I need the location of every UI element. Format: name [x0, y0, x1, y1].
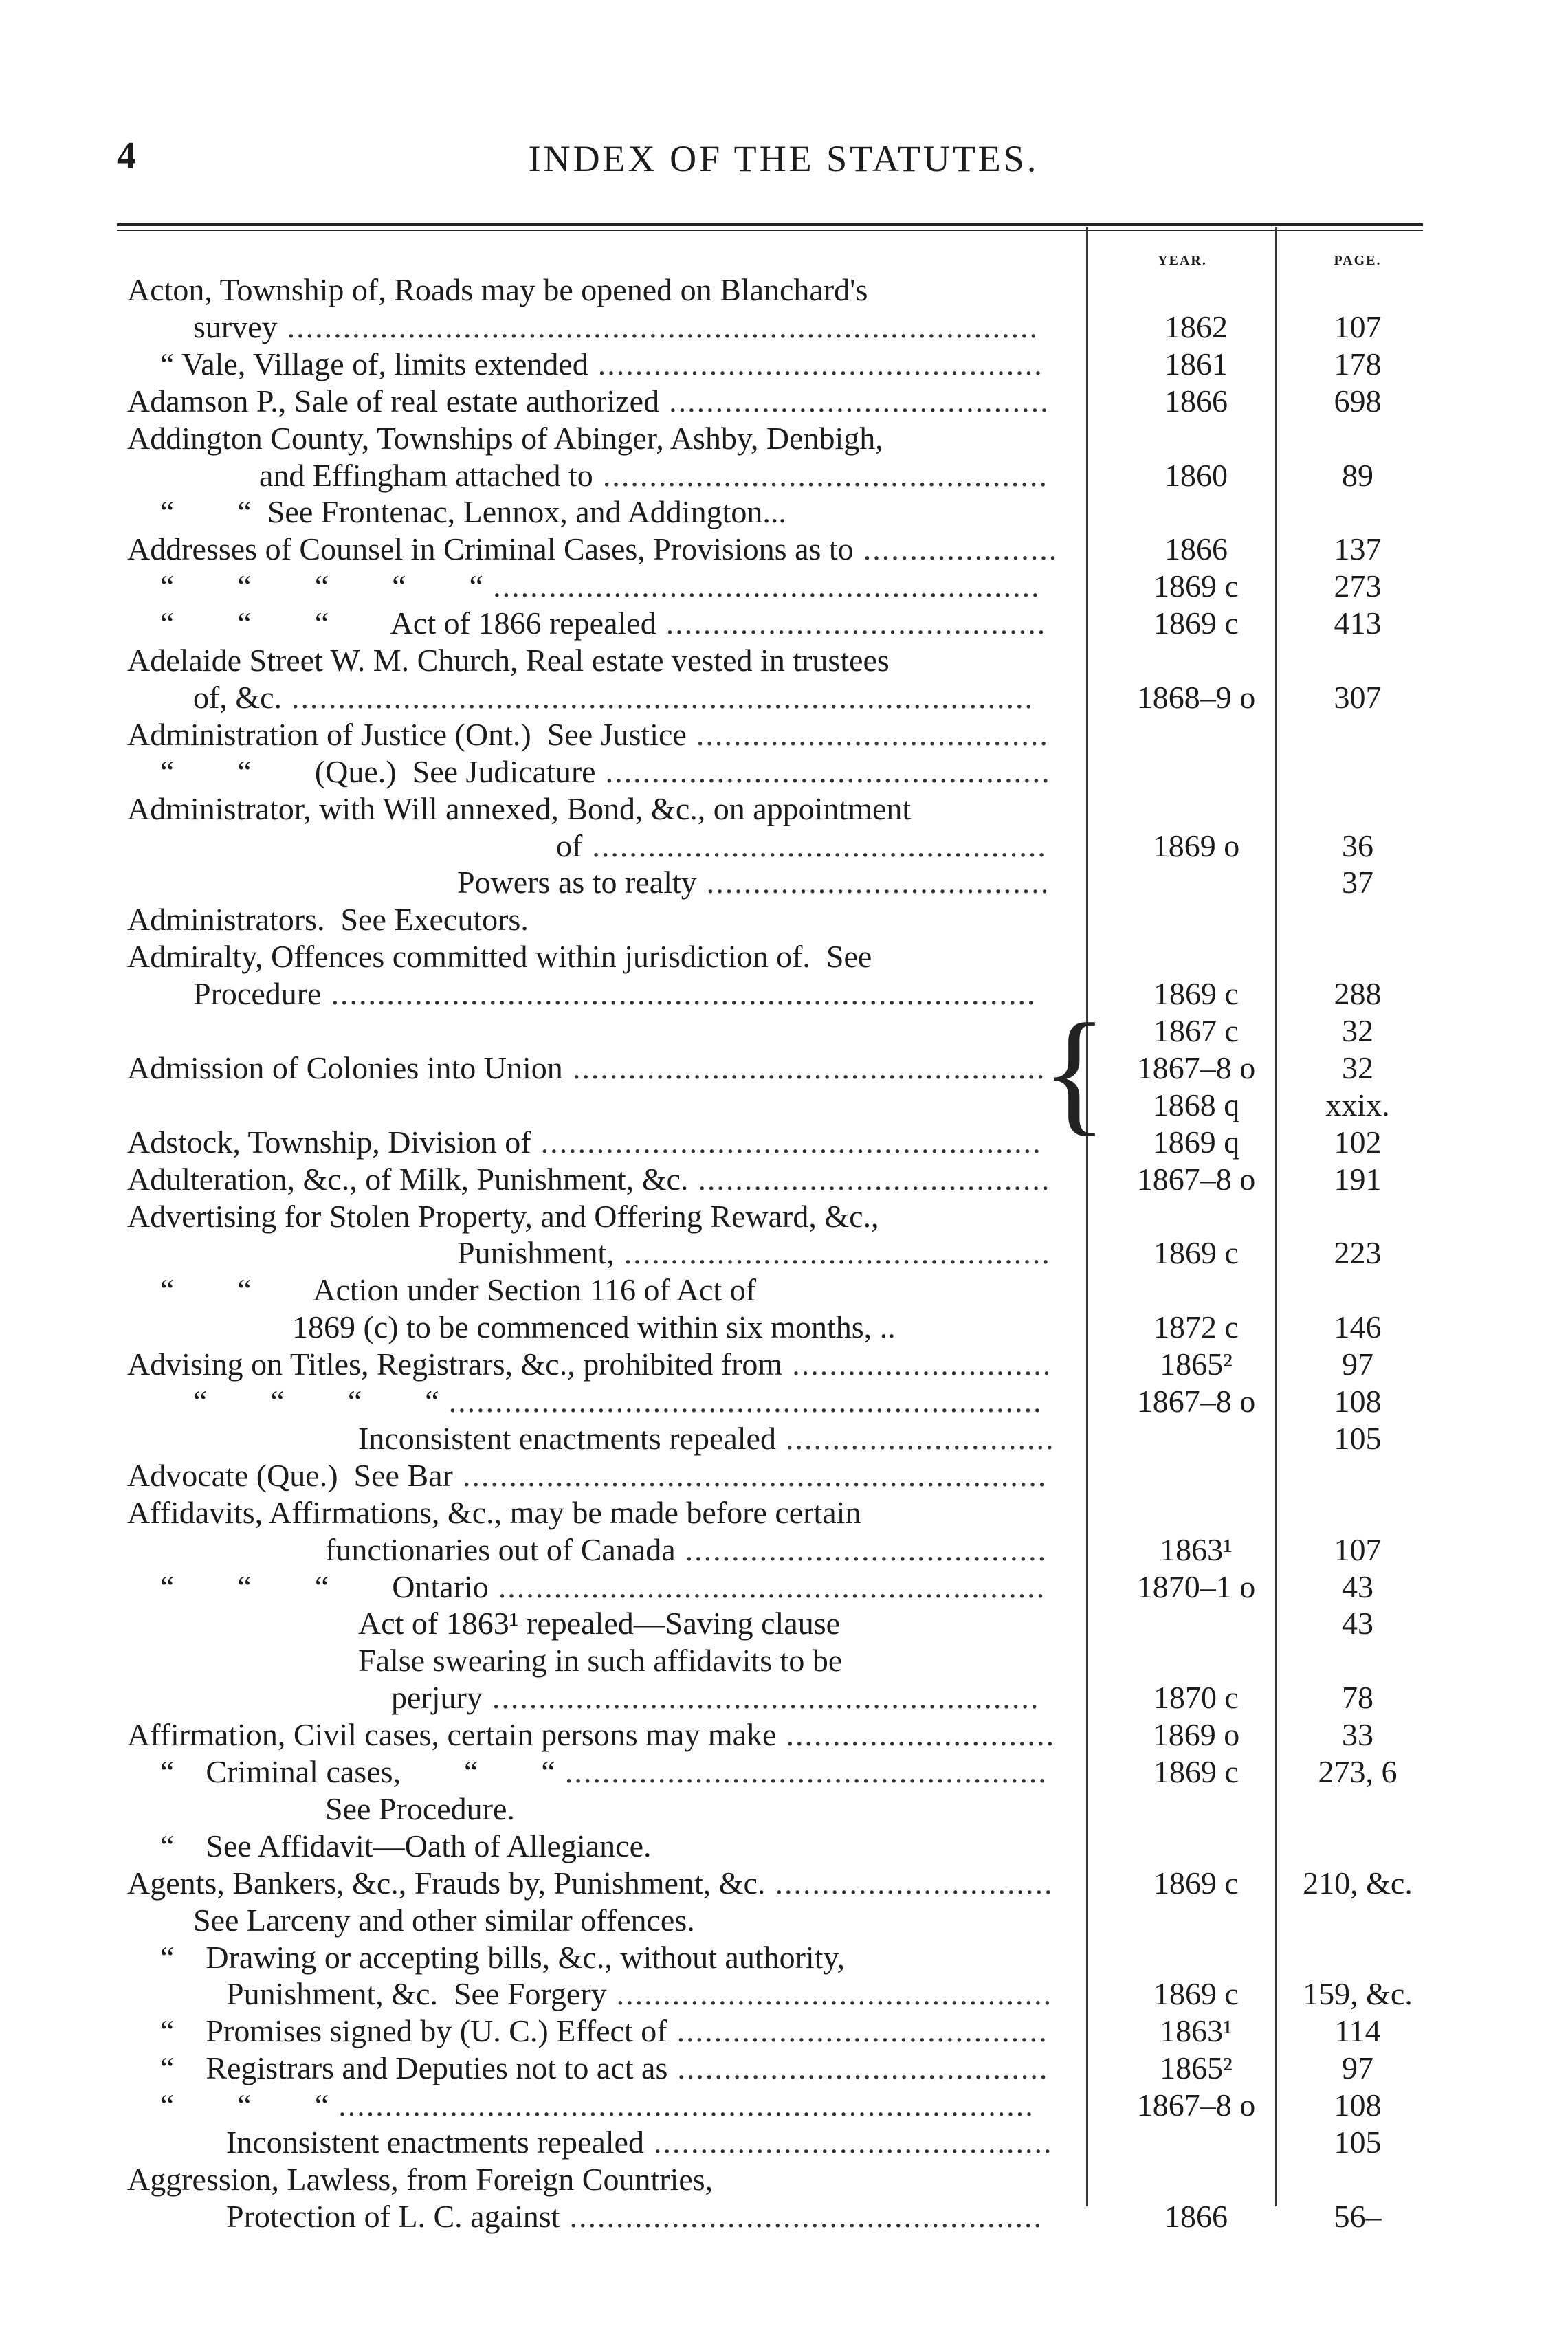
brace-symbol: { — [1041, 996, 1107, 1148]
leader-dots: ........................................................................... — [338, 2087, 1035, 2123]
entry-text: “ “ Action under Section 116 of Act of — [160, 1272, 757, 1308]
entry-year: 1869 c — [1153, 1754, 1239, 1789]
index-entry-row — [0, 605, 1568, 642]
entry-text: See Procedure. — [325, 1791, 515, 1826]
index-entry-row — [0, 753, 1568, 790]
leader-dots: .................................................... — [564, 1754, 1048, 1789]
entry-text: and Effingham attached to — [259, 457, 593, 493]
leader-dots: ................................................................ — [448, 1384, 1043, 1419]
index-entry-row — [0, 901, 1568, 938]
entry-text: Affidavits, Affirmations, &c., may be made before certain — [127, 1494, 861, 1530]
entry-page: 32 — [1342, 1050, 1373, 1085]
entry-text: Addresses of Counsel in Criminal Cases, Provisions as to — [127, 531, 854, 567]
index-entry-row — [0, 531, 1568, 568]
index-entry-row — [0, 1605, 1568, 1642]
entry-year: 1869 c — [1153, 1235, 1239, 1271]
entry-text: “ Vale, Village of, limits extended — [160, 346, 588, 381]
entry-text: Acton, Township of, Roads may be opened on Blanchard's — [127, 272, 868, 307]
entry-page: xxix. — [1325, 1087, 1390, 1122]
header-rule-thin — [117, 230, 1423, 231]
index-entry-row — [0, 1902, 1568, 1939]
index-entry-row — [0, 1124, 1568, 1161]
entry-page: 43 — [1342, 1569, 1373, 1604]
entry-page: 36 — [1342, 828, 1373, 863]
entry-page: 273, 6 — [1318, 1754, 1398, 1789]
entry-page: 102 — [1334, 1124, 1382, 1160]
entry-text: “ “ “ “ “ — [160, 568, 484, 604]
index-entry-row — [0, 272, 1568, 309]
leader-dots: ........................................................... — [492, 1680, 1040, 1716]
entry-page: 97 — [1342, 1347, 1373, 1382]
leader-dots: ......................................... — [669, 383, 1050, 419]
entry-text: “ “ “ Ontario — [160, 1569, 489, 1604]
index-entry-row — [0, 679, 1568, 716]
leader-dots: ............................. — [785, 1420, 1055, 1456]
index-entry-row — [0, 494, 1568, 531]
entry-page: 43 — [1342, 1606, 1373, 1641]
entry-text: Protection of L. C. against — [226, 2198, 560, 2234]
entry-text: See Larceny and other similar offences. — [193, 1902, 695, 1938]
entry-text: Advocate (Que.) See Bar — [127, 1457, 453, 1493]
index-entry-row — [0, 828, 1568, 865]
entry-year: 1868 q — [1152, 1087, 1240, 1122]
entry-page: 146 — [1334, 1309, 1382, 1345]
index-entry-row — [0, 1828, 1568, 1865]
leader-dots: ....................................... — [685, 1531, 1048, 1567]
entry-text: Inconsistent enactments repealed — [358, 1420, 776, 1456]
entry-year: 1862 — [1164, 309, 1228, 344]
entry-page: 107 — [1334, 309, 1382, 344]
entry-text: perjury — [391, 1680, 483, 1716]
entry-page: 178 — [1334, 346, 1382, 381]
entry-text: “ Promises signed by (U. C.) Effect of — [160, 2013, 667, 2049]
index-entry-row — [0, 1569, 1568, 1606]
entry-text: “ Registrars and Deputies not to act as — [160, 2050, 668, 2086]
leader-dots: ................................................... — [569, 2198, 1043, 2234]
entry-text: Adamson P., Sale of real estate authorized — [127, 383, 660, 419]
entry-text: Aggression, Lawless, from Foreign Countries, — [127, 2161, 714, 2197]
index-entry-row — [0, 1531, 1568, 1569]
entry-year: 1868–9 o — [1136, 679, 1256, 715]
entry-text: “ “ (Que.) See Judicature — [160, 753, 596, 789]
entry-text: of, &c. — [193, 679, 283, 715]
index-entry-row — [0, 1865, 1568, 1902]
page-title: INDEX OF THE STATUTES. — [528, 138, 1039, 179]
index-entry-row — [0, 2050, 1568, 2087]
entry-text: Adstock, Township, Division of — [127, 1124, 531, 1160]
entry-year: 1866 — [1164, 531, 1228, 567]
leader-dots: ................................................ — [597, 346, 1044, 381]
index-entry-row — [0, 1309, 1568, 1346]
index-entry-row — [0, 1716, 1568, 1753]
leader-dots: ......................................... — [665, 606, 1047, 641]
entry-text: Advertising for Stolen Property, and Offering Reward, &c., — [127, 1198, 879, 1234]
entry-text: functionaries out of Canada — [325, 1531, 676, 1567]
entry-text: Admission of Colonies into Union — [127, 1050, 563, 1085]
index-entry-row — [0, 1198, 1568, 1235]
index-entry-row — [0, 309, 1568, 346]
index-entry-row — [0, 716, 1568, 753]
entry-text: “ See Affidavit—Oath of Allegiance. — [160, 1828, 652, 1863]
leader-dots: ...................................................... — [540, 1124, 1042, 1160]
index-entry-row — [0, 383, 1568, 420]
entry-text: Punishment, &c. See Forgery — [226, 1976, 607, 2012]
entry-page: 288 — [1334, 976, 1382, 1012]
entry-text: Adelaide Street W. M. Church, Real estate vested in trustees — [127, 643, 890, 678]
entry-year: 1865² — [1160, 1347, 1233, 1382]
index-entry-row — [0, 938, 1568, 975]
index-entry-row — [0, 642, 1568, 679]
leader-dots: ................................................. — [592, 828, 1047, 863]
index-entry-row — [0, 1642, 1568, 1679]
leader-dots: ...................................... — [698, 1161, 1051, 1197]
entry-text: “ Criminal cases, “ “ — [160, 1754, 555, 1789]
entry-year: 1867–8 o — [1136, 1050, 1256, 1085]
entry-page: 56– — [1334, 2198, 1382, 2234]
entry-page: 159, &c. — [1303, 1976, 1413, 2012]
entry-text: Powers as to realty — [457, 865, 697, 900]
entry-page: 114 — [1334, 2013, 1381, 2049]
entry-text: Advising on Titles, Registrars, &c., prohibited from — [127, 1347, 783, 1382]
page-column-header: PAGE. — [1334, 253, 1382, 268]
index-entry-row — [0, 346, 1568, 383]
index-entry-row — [0, 1087, 1568, 1124]
entry-page: 413 — [1334, 606, 1382, 641]
entry-page: 89 — [1342, 457, 1373, 493]
entry-text: Administrator, with Will annexed, Bond, &c., on appointment — [127, 790, 912, 826]
leader-dots: ........................................................... — [493, 568, 1041, 604]
leader-dots: ................................................ — [602, 457, 1048, 493]
entry-year: 1867–8 o — [1136, 2087, 1256, 2123]
index-entry-row — [0, 1161, 1568, 1198]
entry-text: “ “ “ Act of 1866 repealed — [160, 606, 656, 641]
entry-year: 1869 c — [1153, 606, 1239, 641]
entry-year: 1867–8 o — [1136, 1384, 1256, 1419]
index-entry-row — [0, 790, 1568, 828]
entry-year: 1865² — [1160, 2050, 1233, 2086]
leader-dots: ............................ — [792, 1347, 1052, 1382]
leader-dots: ..................... — [863, 531, 1059, 567]
entry-page: 137 — [1334, 531, 1382, 567]
index-entry-row — [0, 2161, 1568, 2198]
leader-dots: ........................................... — [653, 2125, 1053, 2160]
entry-text: Administration of Justice (Ont.) See Justice — [127, 716, 687, 752]
entry-page: 107 — [1334, 1531, 1382, 1567]
leader-dots: .............................................. — [623, 1235, 1051, 1271]
entry-text: Addington County, Townships of Abinger, Ashby, Denbigh, — [127, 420, 883, 456]
entry-year: 1870–1 o — [1136, 1569, 1256, 1604]
entry-page: 223 — [1334, 1235, 1382, 1271]
entry-page: 37 — [1342, 865, 1373, 900]
index-entry-row — [0, 1457, 1568, 1494]
leader-dots: ............................................................... — [462, 1457, 1048, 1493]
leader-dots: ................................................... — [572, 1050, 1046, 1085]
entry-page: 78 — [1342, 1680, 1373, 1716]
index-entry-row — [0, 1494, 1568, 1531]
entry-year: 1869 c — [1153, 976, 1239, 1012]
leader-dots: ............................................................................ — [331, 976, 1037, 1012]
index-entry-row — [0, 2198, 1568, 2235]
entry-year: 1861 — [1164, 346, 1228, 381]
entry-text: Admiralty, Offences committed within jurisdiction of. See — [127, 939, 872, 975]
entry-page: 108 — [1334, 1384, 1382, 1419]
header-rule — [117, 223, 1423, 226]
entry-year: 1869 c — [1153, 568, 1239, 604]
leader-dots: ................................................................................ — [291, 679, 1035, 715]
leader-dots: ...................................... — [696, 716, 1049, 752]
page-number: 4 — [117, 135, 136, 177]
entry-page: 698 — [1334, 383, 1382, 419]
entry-text: 1869 (c) to be commenced within six months, .. — [292, 1309, 896, 1345]
entry-text: “ Drawing or accepting bills, &c., without authority, — [160, 1939, 846, 1975]
index-entry-row — [0, 1420, 1568, 1457]
leader-dots: ................................................................................. — [287, 309, 1039, 344]
entry-year: 1867 c — [1153, 1013, 1239, 1048]
index-entry-row — [0, 975, 1568, 1012]
year-column-header: YEAR. — [1158, 253, 1207, 268]
leader-dots: ..................................... — [706, 865, 1050, 900]
entry-text: “ “ “ — [160, 2087, 329, 2123]
entry-page: 105 — [1334, 2125, 1382, 2160]
leader-dots: ........................................ — [676, 2013, 1048, 2049]
entry-text: False swearing in such affidavits to be — [358, 1643, 843, 1679]
index-entry-row — [0, 1939, 1568, 1976]
leader-dots: ............................. — [786, 1717, 1055, 1753]
entry-text: “ “ See Frontenac, Lennox, and Addington... — [160, 494, 786, 530]
entry-page: 97 — [1342, 2050, 1373, 2086]
entry-text: Adulteration, &c., of Milk, Punishment, &c. — [127, 1161, 689, 1197]
entry-text: of — [556, 828, 583, 863]
index-entry-row — [0, 420, 1568, 457]
entry-year: 1860 — [1164, 457, 1228, 493]
entry-page: 33 — [1342, 1717, 1373, 1753]
entry-text: Punishment, — [457, 1235, 615, 1271]
entry-year: 1863¹ — [1160, 1531, 1233, 1567]
leader-dots: ............................................... — [616, 1976, 1053, 2012]
index-entry-row — [0, 1346, 1568, 1383]
entry-year: 1869 c — [1153, 1976, 1239, 2012]
leader-dots: .............................. — [775, 1865, 1054, 1901]
entry-year: 1870 c — [1153, 1680, 1239, 1716]
leader-dots: ........................................ — [677, 2050, 1049, 2086]
index-entry-row — [0, 1012, 1568, 1050]
entry-page: 273 — [1334, 568, 1382, 604]
entry-text: survey — [193, 309, 278, 344]
entry-year: 1867–8 o — [1136, 1161, 1256, 1197]
entry-year: 1866 — [1164, 2198, 1228, 2234]
leader-dots: ................................................ — [605, 753, 1051, 789]
index-entry-row — [0, 457, 1568, 494]
entry-page: 108 — [1334, 2087, 1382, 2123]
entry-page: 105 — [1334, 1420, 1382, 1456]
entry-year: 1872 c — [1153, 1309, 1239, 1345]
entry-year: 1869 c — [1153, 1865, 1239, 1901]
index-entry-row — [0, 1050, 1568, 1087]
index-entry-row — [0, 568, 1568, 605]
index-entry-row — [0, 2013, 1568, 2050]
entry-text: “ “ “ “ — [193, 1384, 439, 1419]
index-entry-row — [0, 1791, 1568, 1828]
entry-year: 1869 q — [1152, 1124, 1240, 1160]
index-entry-row — [0, 1975, 1568, 2013]
index-entry-row — [0, 1272, 1568, 1309]
entry-page: 307 — [1334, 679, 1382, 715]
entry-text: Inconsistent enactments repealed — [226, 2125, 644, 2160]
entry-page: 32 — [1342, 1013, 1373, 1048]
entry-text: Agents, Bankers, &c., Frauds by, Punishment, &c. — [127, 1865, 766, 1901]
index-entry-row — [0, 1679, 1568, 1716]
entry-year: 1869 o — [1152, 1717, 1240, 1753]
entry-page: 191 — [1334, 1161, 1382, 1197]
entry-year: 1863¹ — [1160, 2013, 1233, 2049]
index-entry-row — [0, 2124, 1568, 2161]
index-entry-row — [0, 1753, 1568, 1791]
entry-year: 1866 — [1164, 383, 1228, 419]
entry-text: Administrators. See Executors. — [127, 902, 529, 938]
entry-text: Procedure — [193, 976, 322, 1012]
index-entry-row — [0, 1383, 1568, 1420]
entry-text: Act of 1863¹ repealed—Saving clause — [358, 1606, 841, 1641]
index-entry-row — [0, 1234, 1568, 1272]
entry-text: Affirmation, Civil cases, certain persons may make — [127, 1717, 777, 1753]
entry-year: 1869 o — [1152, 828, 1240, 863]
entry-page: 210, &c. — [1303, 1865, 1413, 1901]
leader-dots: ........................................................... — [498, 1569, 1046, 1604]
index-entry-row — [0, 2087, 1568, 2124]
index-entry-row — [0, 864, 1568, 901]
